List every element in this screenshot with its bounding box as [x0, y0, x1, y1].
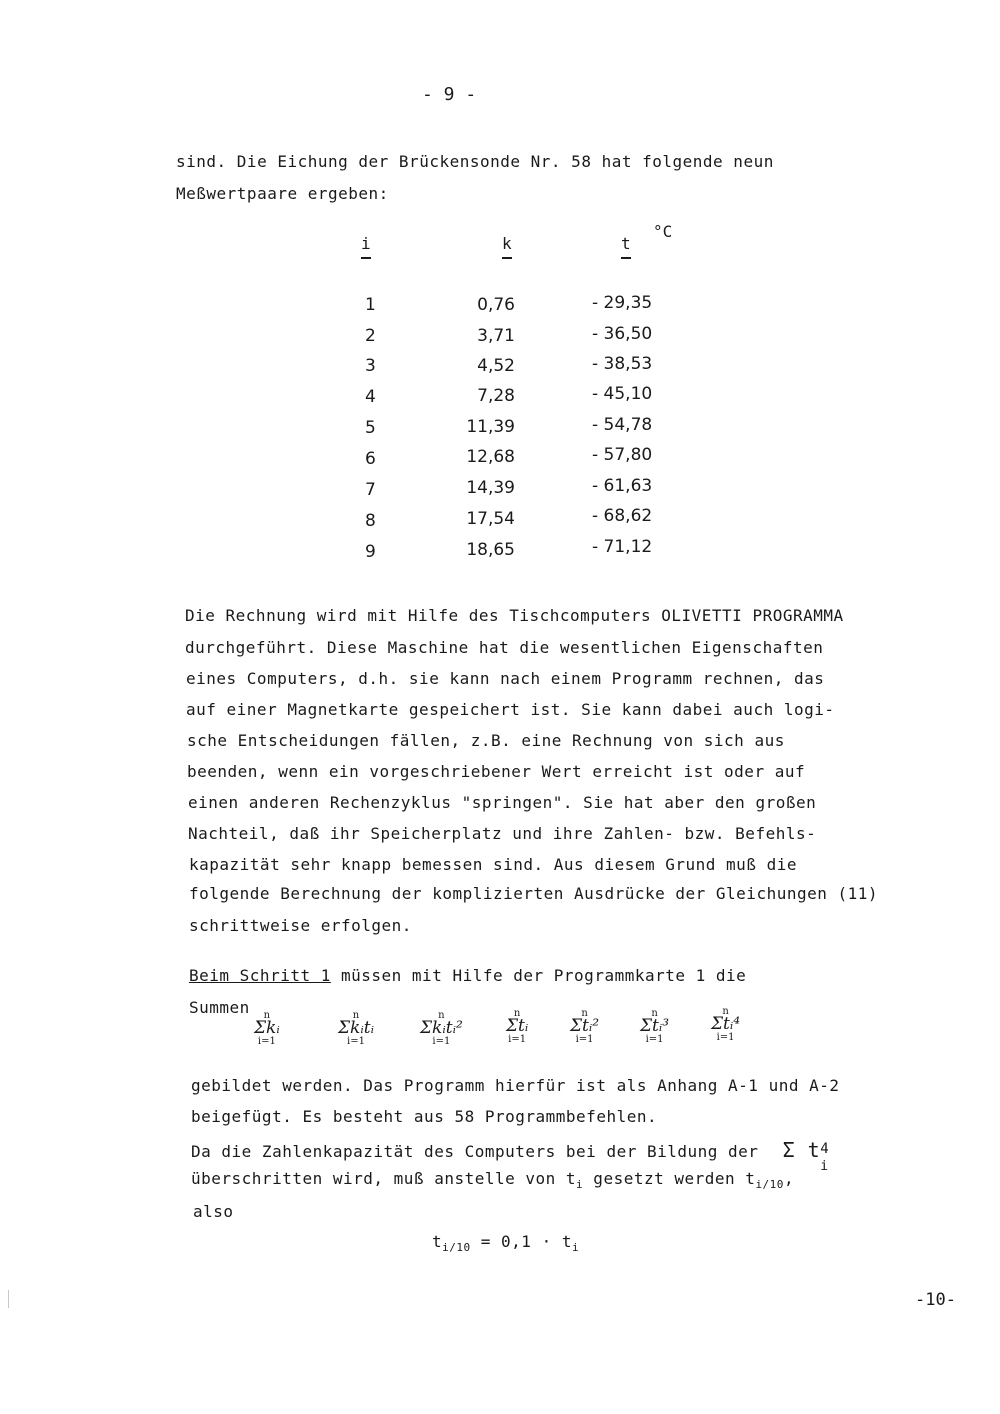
page-number: - 9 - [422, 84, 477, 105]
sum-expression [338, 1010, 374, 1047]
text-line: einen anderen Rechenzyklus "springen". Sie hat aber den großen [188, 793, 817, 812]
text-line-part: überschritten wird, muß anstelle von t [191, 1169, 577, 1188]
table-cell-t: - 54,78 [592, 415, 653, 435]
table-cell-k: 17,54 [466, 509, 515, 529]
table-cell-k: 7,28 [477, 386, 515, 406]
sum-upper-limit: n [651, 1008, 658, 1019]
sum-lower-limit: i=1 [575, 1034, 594, 1045]
sum-expression [711, 1006, 740, 1043]
sum-body: Σtᵢ² [570, 1016, 600, 1036]
text-line: durchgeführt. Diese Maschine hat die wesentlichen Eigenschaften [185, 638, 824, 657]
sum-lower-limit: i=1 [432, 1036, 451, 1047]
table-cell-k: 4,52 [477, 356, 515, 376]
formula-rhs-subscript: i [571, 1241, 580, 1254]
formula-rhs: = 0,1 · t [470, 1232, 572, 1251]
sum-upper-limit: n [722, 1006, 729, 1017]
sum-body: Σtᵢ³ [640, 1016, 670, 1036]
sum-expression [420, 1010, 463, 1047]
header-k-label: k [502, 234, 512, 253]
text-line: kapazität sehr knapp bemessen sind. Aus diesem Grund muß die [189, 855, 797, 874]
sum-lower-limit: i=1 [716, 1032, 735, 1043]
header-k-underline [502, 257, 512, 259]
header-t-label: t [621, 234, 631, 253]
sum-body: Σkᵢtᵢ² [420, 1018, 463, 1038]
step1-line [189, 966, 746, 985]
table-cell-i: 8 [365, 511, 376, 531]
table-cell-k: 18,65 [466, 540, 515, 560]
table-cell-t: - 57,80 [592, 445, 653, 465]
formula-lhs: t [432, 1232, 443, 1251]
subscript: i/10 [755, 1178, 784, 1191]
text-line: also [193, 1202, 234, 1221]
table-cell-i: 5 [365, 418, 376, 438]
table-header-t [621, 234, 631, 259]
table-cell-i: 1 [365, 295, 376, 315]
text-line-with-sum [191, 1138, 832, 1174]
table-cell-t: - 45,10 [592, 384, 653, 404]
sum-expression [640, 1008, 669, 1045]
table-header-unit: °C [653, 222, 673, 241]
text-line: eines Computers, d.h. sie kann nach einem Programm rechnen, das [186, 669, 825, 688]
sum-expression [570, 1008, 599, 1045]
text-line: gebildet werden. Das Programm hierfür ist als Anhang A-1 und A-2 [191, 1076, 840, 1095]
sum-upper-limit: n [581, 1008, 588, 1019]
sum-t4-symbol: Σ t [782, 1138, 821, 1162]
step1-text: müssen mit Hilfe der Programmkarte 1 die [330, 966, 747, 985]
sum-t4-exponent: 4 [820, 1141, 830, 1157]
text-line: sche Entscheidungen fällen, z.B. eine Rechnung von sich aus [187, 731, 785, 750]
header-i-label: i [361, 234, 371, 253]
step1-label: Beim Schritt 1 [189, 966, 331, 985]
table-cell-t: - 61,63 [592, 476, 653, 496]
text-line-part: Da die Zahlenkapazität des Computers bei der Bildung der [191, 1142, 759, 1161]
sum-lower-limit: i=1 [257, 1036, 276, 1047]
text-line: beenden, wenn ein vorgeschriebener Wert erreicht ist oder auf [187, 762, 806, 781]
margin-mark [8, 1290, 11, 1308]
table-cell-t: - 68,62 [592, 506, 653, 526]
text-line: auf einer Magnetkarte gespeichert ist. Sie kann dabei auch logi- [186, 700, 835, 719]
table-cell-i: 7 [365, 480, 376, 500]
table-cell-i: 4 [365, 387, 376, 407]
sum-lower-limit: i=1 [508, 1034, 527, 1045]
table-cell-k: 14,39 [466, 478, 515, 498]
table-cell-k: 0,76 [477, 295, 515, 315]
sum-body: Σkᵢ [254, 1018, 280, 1038]
text-line: Nachteil, daß ihr Speicherplatz und ihre Zahlen- bzw. Befehls- [188, 824, 817, 843]
summen-label: Summen [189, 998, 250, 1017]
intro-line-2: Meßwertpaare ergeben: [176, 184, 389, 203]
text-line-part: , [783, 1169, 795, 1188]
intro-line-1: sind. Die Eichung der Brückensonde Nr. 58 hat folgende neun [176, 152, 774, 171]
subscript: i [576, 1178, 584, 1191]
table-cell-k: 12,68 [466, 447, 515, 467]
table-cell-i: 9 [365, 542, 376, 562]
table-cell-t: - 71,12 [592, 537, 653, 557]
sum-upper-limit: n [263, 1010, 271, 1021]
sum-expression [506, 1008, 528, 1045]
text-line: schrittweise erfolgen. [189, 916, 412, 935]
text-line: folgende Berechnung der komplizierten Ausdrücke der Gleichungen (11) [189, 884, 879, 903]
table-cell-t: - 38,53 [592, 354, 653, 374]
sum-body: Σkᵢtᵢ [338, 1018, 374, 1038]
sum-lower-limit: i=1 [347, 1036, 365, 1047]
formula-scaling [432, 1232, 579, 1254]
sum-upper-limit: n [513, 1008, 521, 1019]
text-line: beigefügt. Es besteht aus 58 Programmbefehlen. [191, 1107, 658, 1126]
table-cell-i: 3 [365, 356, 376, 376]
table-header-i [361, 234, 371, 259]
sum-upper-limit: n [352, 1010, 360, 1021]
sum-t4-index: i [820, 1159, 829, 1174]
sum-lower-limit: i=1 [645, 1034, 664, 1045]
formula-lhs-subscript: i/10 [442, 1241, 471, 1254]
table-cell-i: 6 [365, 449, 376, 469]
table-header-k [502, 234, 512, 259]
table-cell-k: 11,39 [466, 417, 515, 437]
next-page-marker: -10- [915, 1290, 956, 1310]
sum-body: Σtᵢ [506, 1016, 529, 1036]
sum-body: Σtᵢ⁴ [711, 1014, 741, 1034]
table-cell-t: - 29,35 [592, 293, 653, 313]
table-cell-t: - 36,50 [592, 324, 653, 344]
text-line-substitution [191, 1169, 794, 1191]
text-line: Die Rechnung wird mit Hilfe des Tischcomputers OLIVETTI PROGRAMMA [185, 606, 844, 625]
header-i-underline [361, 257, 371, 259]
text-line-part: gesetzt werden t [583, 1169, 756, 1188]
table-cell-k: 3,71 [477, 326, 515, 346]
sum-upper-limit: n [438, 1010, 445, 1021]
table-cell-i: 2 [365, 326, 376, 346]
sum-expression [254, 1010, 280, 1047]
header-t-underline [621, 257, 631, 259]
